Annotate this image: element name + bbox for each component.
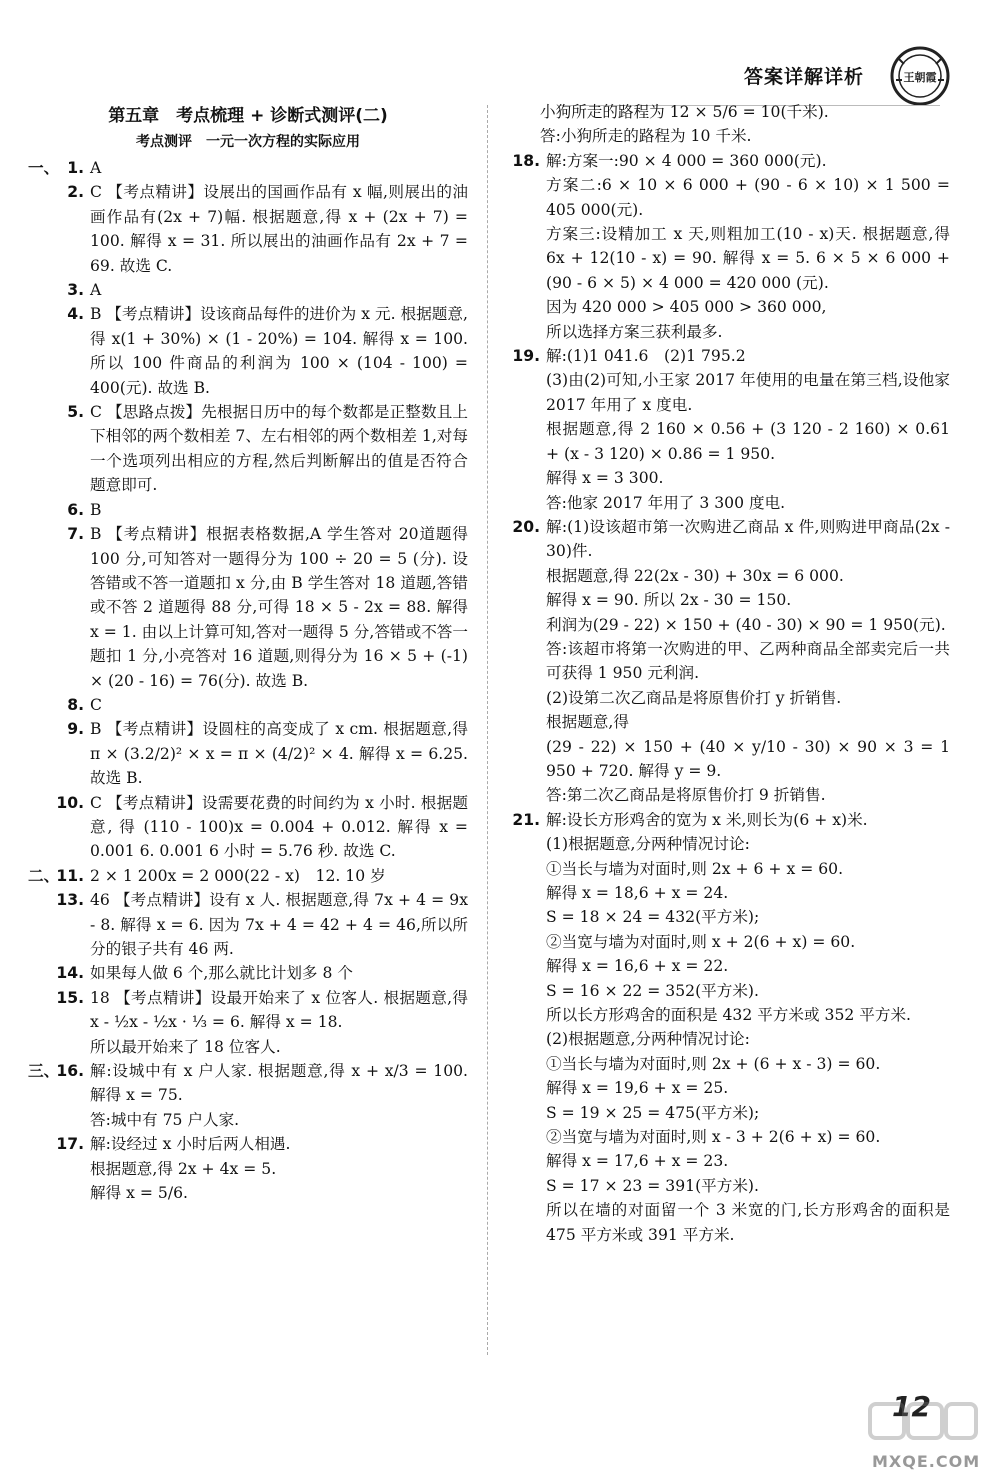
answer-line: ②当宽与墙为对面时,则 x - 3 + 2(6 + x) = 60. <box>546 1128 881 1147</box>
question-number <box>510 100 540 149</box>
answer-line: C 【考点精讲】设需要花费的时间约为 x 小时. 根据题意, 得 (110 - 100)x = 0.004 + 0.012. 解得 x = 0.001 6. 0.001 6 小时 = 5.76 秒. 故选 C. <box>90 793 468 861</box>
answer-body <box>90 961 468 985</box>
question-number: 11. <box>56 866 84 885</box>
answer-line: S = 19 × 25 = 475(平方米); <box>546 1103 760 1122</box>
answer-line: 所以在墙的对面留一个 3 米宽的门,长方形鸡舍的面积是 475 平方米或 391 平方米. <box>546 1201 950 1244</box>
answer-line: 如果每人做 6 个,那么就比计划多 8 个 <box>90 964 353 983</box>
answer-item <box>28 864 468 888</box>
answer-line: 2 × 1 200x = 2 000(22 - x) 12. 10 岁 <box>90 866 386 885</box>
question-number: 15. <box>56 988 84 1007</box>
question-number: 6. <box>67 500 84 519</box>
left-column <box>28 100 468 1205</box>
answer-item <box>28 888 468 961</box>
answer-line: A <box>90 159 102 177</box>
question-number: 17. <box>56 1135 84 1154</box>
question-number: 1. <box>67 159 84 177</box>
answer-line: (3)由(2)可知,小王家 2017 年使用的电量在第三档,设他家 2017 年用了 x 度电. <box>546 371 950 414</box>
question-number: 2. <box>67 183 84 202</box>
answer-line: 解得 x = 90. 所以 2x - 30 = 150. <box>546 591 792 610</box>
answer-line: 解:设经过 x 小时后两人相遇. <box>90 1135 291 1154</box>
answer-line: 答:他家 2017 年用了 3 300 度电. <box>546 493 786 512</box>
section-marker <box>28 986 54 1059</box>
answer-line: 解:(1)设该超市第一次购进乙商品 x 件,则购进甲商品(2x - 30)件. <box>546 517 950 561</box>
answer-item <box>510 515 950 808</box>
section-marker <box>28 498 54 522</box>
answer-line: 答:第二次乙商品是将原售价打 9 折销售. <box>546 786 826 805</box>
question-number: 5. <box>67 403 84 422</box>
answer-line: ①当长与墙为对面时,则 2x + (6 + x - 3) = 60. <box>546 1054 881 1073</box>
answer-line: 方案三:设精加工 x 天,则粗加工(10 - x)天. 根据题意,得 6x + 12(10 - x) = 90. 解得 x = 5. 6 × 5 × 6 000 + (90 - 6 × 5) × 4 000 = 420 000 (元). <box>546 225 950 292</box>
section-marker <box>28 400 54 498</box>
question-number: 3. <box>67 281 84 300</box>
section-marker: 二、 <box>28 866 60 885</box>
answer-item <box>510 149 950 344</box>
answer-item <box>28 156 468 180</box>
question-number: 19. <box>512 347 540 366</box>
answer-line: 答:该超市将第一次购进的甲、乙两种商品全部卖完后一共可获得 1 950 元利润. <box>546 639 950 683</box>
answer-body <box>90 717 468 790</box>
answer-item <box>510 808 950 1247</box>
answer-body <box>90 302 468 400</box>
column-divider <box>487 105 488 1355</box>
question-number: 20. <box>512 517 540 536</box>
question-number: 18. <box>512 151 540 170</box>
answer-item <box>28 961 468 985</box>
answer-line: 所以最开始来了 18 位客人. <box>90 1037 281 1056</box>
answer-line: (29 - 22) × 150 + (40 × y/10 - 30) × 90 × 3 = 1 950 + 720. 解得 y = 9. <box>546 737 950 780</box>
answer-line: B 【考点精讲】设圆柱的高变成了 x cm. 根据题意,得 π × (3.2/2)² × x = π × (4/2)² × 4. 解得 x = 6.25. 故选 B. <box>90 720 468 788</box>
answer-line: C <box>90 695 102 714</box>
answer-line: B 【考点精讲】根据表格数据,A 学生答对 20道题得 100 分,可知答对一题得分为 100 ÷ 20 = 5 (分). 设答错或不答一道题扣 x 分,由 B 学生答对 18 道题,答错或不答 2 道题得 88 分,可得 18 × 5 - 2x = 88. 解得 x = 1. 由以上计算可知,答对一题得 5 分,答错或不答一题扣 1 分,小亮答对 16 道题,则得分为 16 × 5 + (-1) × (20 - 16) = 76(分). 故选 B. <box>90 525 468 690</box>
answer-body <box>90 522 468 693</box>
question-number: 21. <box>512 810 540 829</box>
publisher-logo-icon <box>888 44 952 108</box>
answer-line: C 【思路点拨】先根据日历中的每个数都是正整数且上下相邻的两个数相差 7、左右相邻的两个数相差 1,对每一个选项列出相应的方程,然后判断解出的值是否符合题意即可. <box>90 403 468 495</box>
chapter-subtitle: 考点测评 一元一次方程的实际应用 <box>136 134 360 150</box>
answer-line: 解得 x = 19,6 + x = 25. <box>546 1079 729 1098</box>
answer-line: 18 【考点精讲】设最开始来了 x 位客人. 根据题意,得 x - ½x - ½x · ⅓ = 6. 解得 x = 18. <box>90 988 468 1032</box>
answer-body <box>90 400 468 498</box>
answer-item <box>510 100 950 149</box>
answer-item <box>28 498 468 522</box>
answer-item <box>28 1132 468 1205</box>
section-marker: 三、 <box>28 1062 60 1081</box>
answer-line: 解得 x = 5/6. <box>90 1184 188 1203</box>
answer-body <box>540 100 950 149</box>
answer-line: 根据题意,得 22(2x - 30) + 30x = 6 000. <box>546 566 844 585</box>
watermark-text: MXQE.COM <box>872 1452 981 1471</box>
section-marker <box>28 888 54 961</box>
page-number: 12 <box>892 1390 931 1423</box>
answer-item <box>28 278 468 302</box>
answer-line: 根据题意,得 2 160 × 0.56 + (3 120 - 2 160) × 0.61 + (x - 3 120) × 0.86 = 1 950. <box>546 420 950 463</box>
answer-line: S = 18 × 24 = 432(平方米); <box>546 908 760 927</box>
header-title: 答案详解详析 <box>743 66 864 88</box>
answer-body <box>546 515 950 808</box>
answer-line: S = 17 × 23 = 391(平方米). <box>546 1176 759 1195</box>
answer-line: (2)根据题意,分两种情况讨论: <box>546 1030 750 1049</box>
answer-item <box>28 180 468 278</box>
answer-body <box>90 498 468 522</box>
section-marker <box>28 180 54 278</box>
answer-body <box>90 180 468 278</box>
answer-line: 根据题意,得 2x + 4x = 5. <box>90 1159 277 1178</box>
left-answer-list <box>28 156 468 1205</box>
section-marker <box>28 1132 54 1205</box>
right-answer-list <box>510 100 950 1247</box>
answer-line: 所以选择方案三获利最多. <box>546 322 723 341</box>
answer-line: 所以长方形鸡舍的面积是 432 平方米或 352 平方米. <box>546 1006 911 1025</box>
answer-line: 利润为(29 - 22) × 150 + (40 - 30) × 90 = 1 950(元). <box>546 615 946 634</box>
answer-body <box>546 344 950 515</box>
question-number: 7. <box>67 525 84 544</box>
answer-line: 根据题意,得 <box>546 713 629 732</box>
answer-line: S = 16 × 22 = 352(平方米). <box>546 981 759 1000</box>
answer-line: 解:设长方形鸡舍的宽为 x 米,则长为(6 + x)米. <box>546 810 868 829</box>
answer-line: 方案二:6 × 10 × 6 000 + (90 - 6 × 10) × 1 500 = 405 000(元). <box>546 176 950 219</box>
section-marker <box>28 278 54 302</box>
answer-item <box>28 522 468 693</box>
answer-line: C 【考点精讲】设展出的国画作品有 x 幅,则展出的油画作品有(2x + 7)幅. 根据题意,得 x + (2x + 7) = 100. 解得 x = 31. 所以展出的油画作品有 2x + 7 = 69. 故选 C. <box>90 183 468 275</box>
answer-item <box>28 717 468 790</box>
answer-line: 小狗所走的路程为 12 × 5/6 = 10(千米). <box>540 103 829 121</box>
answer-body <box>90 693 468 717</box>
answer-line: 解:(1)1 041.6 (2)1 795.2 <box>546 347 746 366</box>
answer-line: 解得 x = 17,6 + x = 23. <box>546 1152 729 1171</box>
logo-text: 王朝霞 <box>903 71 937 84</box>
answer-item <box>28 791 468 864</box>
section-marker <box>28 693 54 717</box>
answer-body <box>90 864 468 888</box>
section-marker <box>28 791 54 864</box>
answer-line: ②当宽与墙为对面时,则 x + 2(6 + x) = 60. <box>546 932 856 951</box>
section-marker: 一、 <box>28 159 60 177</box>
answer-body <box>546 149 950 344</box>
section-marker <box>28 961 54 985</box>
answer-body <box>90 278 468 302</box>
answer-item <box>28 986 468 1059</box>
answer-item <box>510 344 950 515</box>
answer-item <box>28 400 468 498</box>
answer-line: 因为 420 000 > 405 000 > 360 000, <box>546 298 827 317</box>
section-marker <box>28 522 54 693</box>
question-number: 4. <box>67 305 84 324</box>
question-number: 10. <box>56 793 84 812</box>
answer-body <box>90 156 468 180</box>
answer-line: 46 【考点精讲】设有 x 人. 根据题意,得 7x + 4 = 9x - 8. 解得 x = 6. 因为 7x + 4 = 42 + 4 = 46,所以所分的银子共有 46 两. <box>90 891 468 958</box>
question-number: 9. <box>67 720 84 739</box>
answer-body <box>90 791 468 864</box>
right-column <box>510 100 950 1247</box>
question-number: 8. <box>67 695 84 714</box>
answer-line: (1)根据题意,分两种情况讨论: <box>546 835 750 854</box>
answer-line: 解得 x = 18,6 + x = 24. <box>546 884 729 902</box>
answer-item <box>28 1059 468 1132</box>
question-number: 16. <box>56 1062 84 1081</box>
question-number: 14. <box>56 964 84 983</box>
answer-item <box>28 302 468 400</box>
answer-item <box>28 693 468 717</box>
answer-line: 解:方案一:90 × 4 000 = 360 000(元). <box>546 151 827 170</box>
chapter-title: 第五章 考点梳理 + 诊断式测评(二) <box>108 106 388 126</box>
question-number: 13. <box>56 891 84 910</box>
answer-body <box>546 808 950 1247</box>
answer-body <box>90 1132 468 1205</box>
answer-line: (2)设第二次乙商品是将原售价打 y 折销售. <box>546 688 842 707</box>
answer-body <box>90 888 468 961</box>
section-marker <box>28 717 54 790</box>
answer-line: 答:城中有 75 户人家. <box>90 1110 240 1129</box>
answer-body <box>90 986 468 1059</box>
answer-line: 解:设城中有 x 户人家. 根据题意,得 x + x/3 = 100. 解得 x = 75. <box>90 1062 468 1105</box>
answer-line: 解得 x = 3 300. <box>546 469 664 488</box>
answer-body <box>90 1059 468 1132</box>
answer-line: 解得 x = 16,6 + x = 22. <box>546 957 729 976</box>
answer-line: B 【考点精讲】设该商品每件的进价为 x 元. 根据题意,得 x(1 + 30%) × (1 - 20%) = 104. 解得 x = 100. 所以 100 件商品的利润为 100 × (104 - 100) = 400(元). 故选 B. <box>90 305 468 397</box>
answer-line: ①当长与墙为对面时,则 2x + 6 + x = 60. <box>546 859 844 878</box>
answer-line: A <box>90 281 102 300</box>
answer-line: B <box>90 500 102 519</box>
answer-line: 答:小狗所走的路程为 10 千米. <box>540 127 752 146</box>
section-marker <box>28 302 54 400</box>
